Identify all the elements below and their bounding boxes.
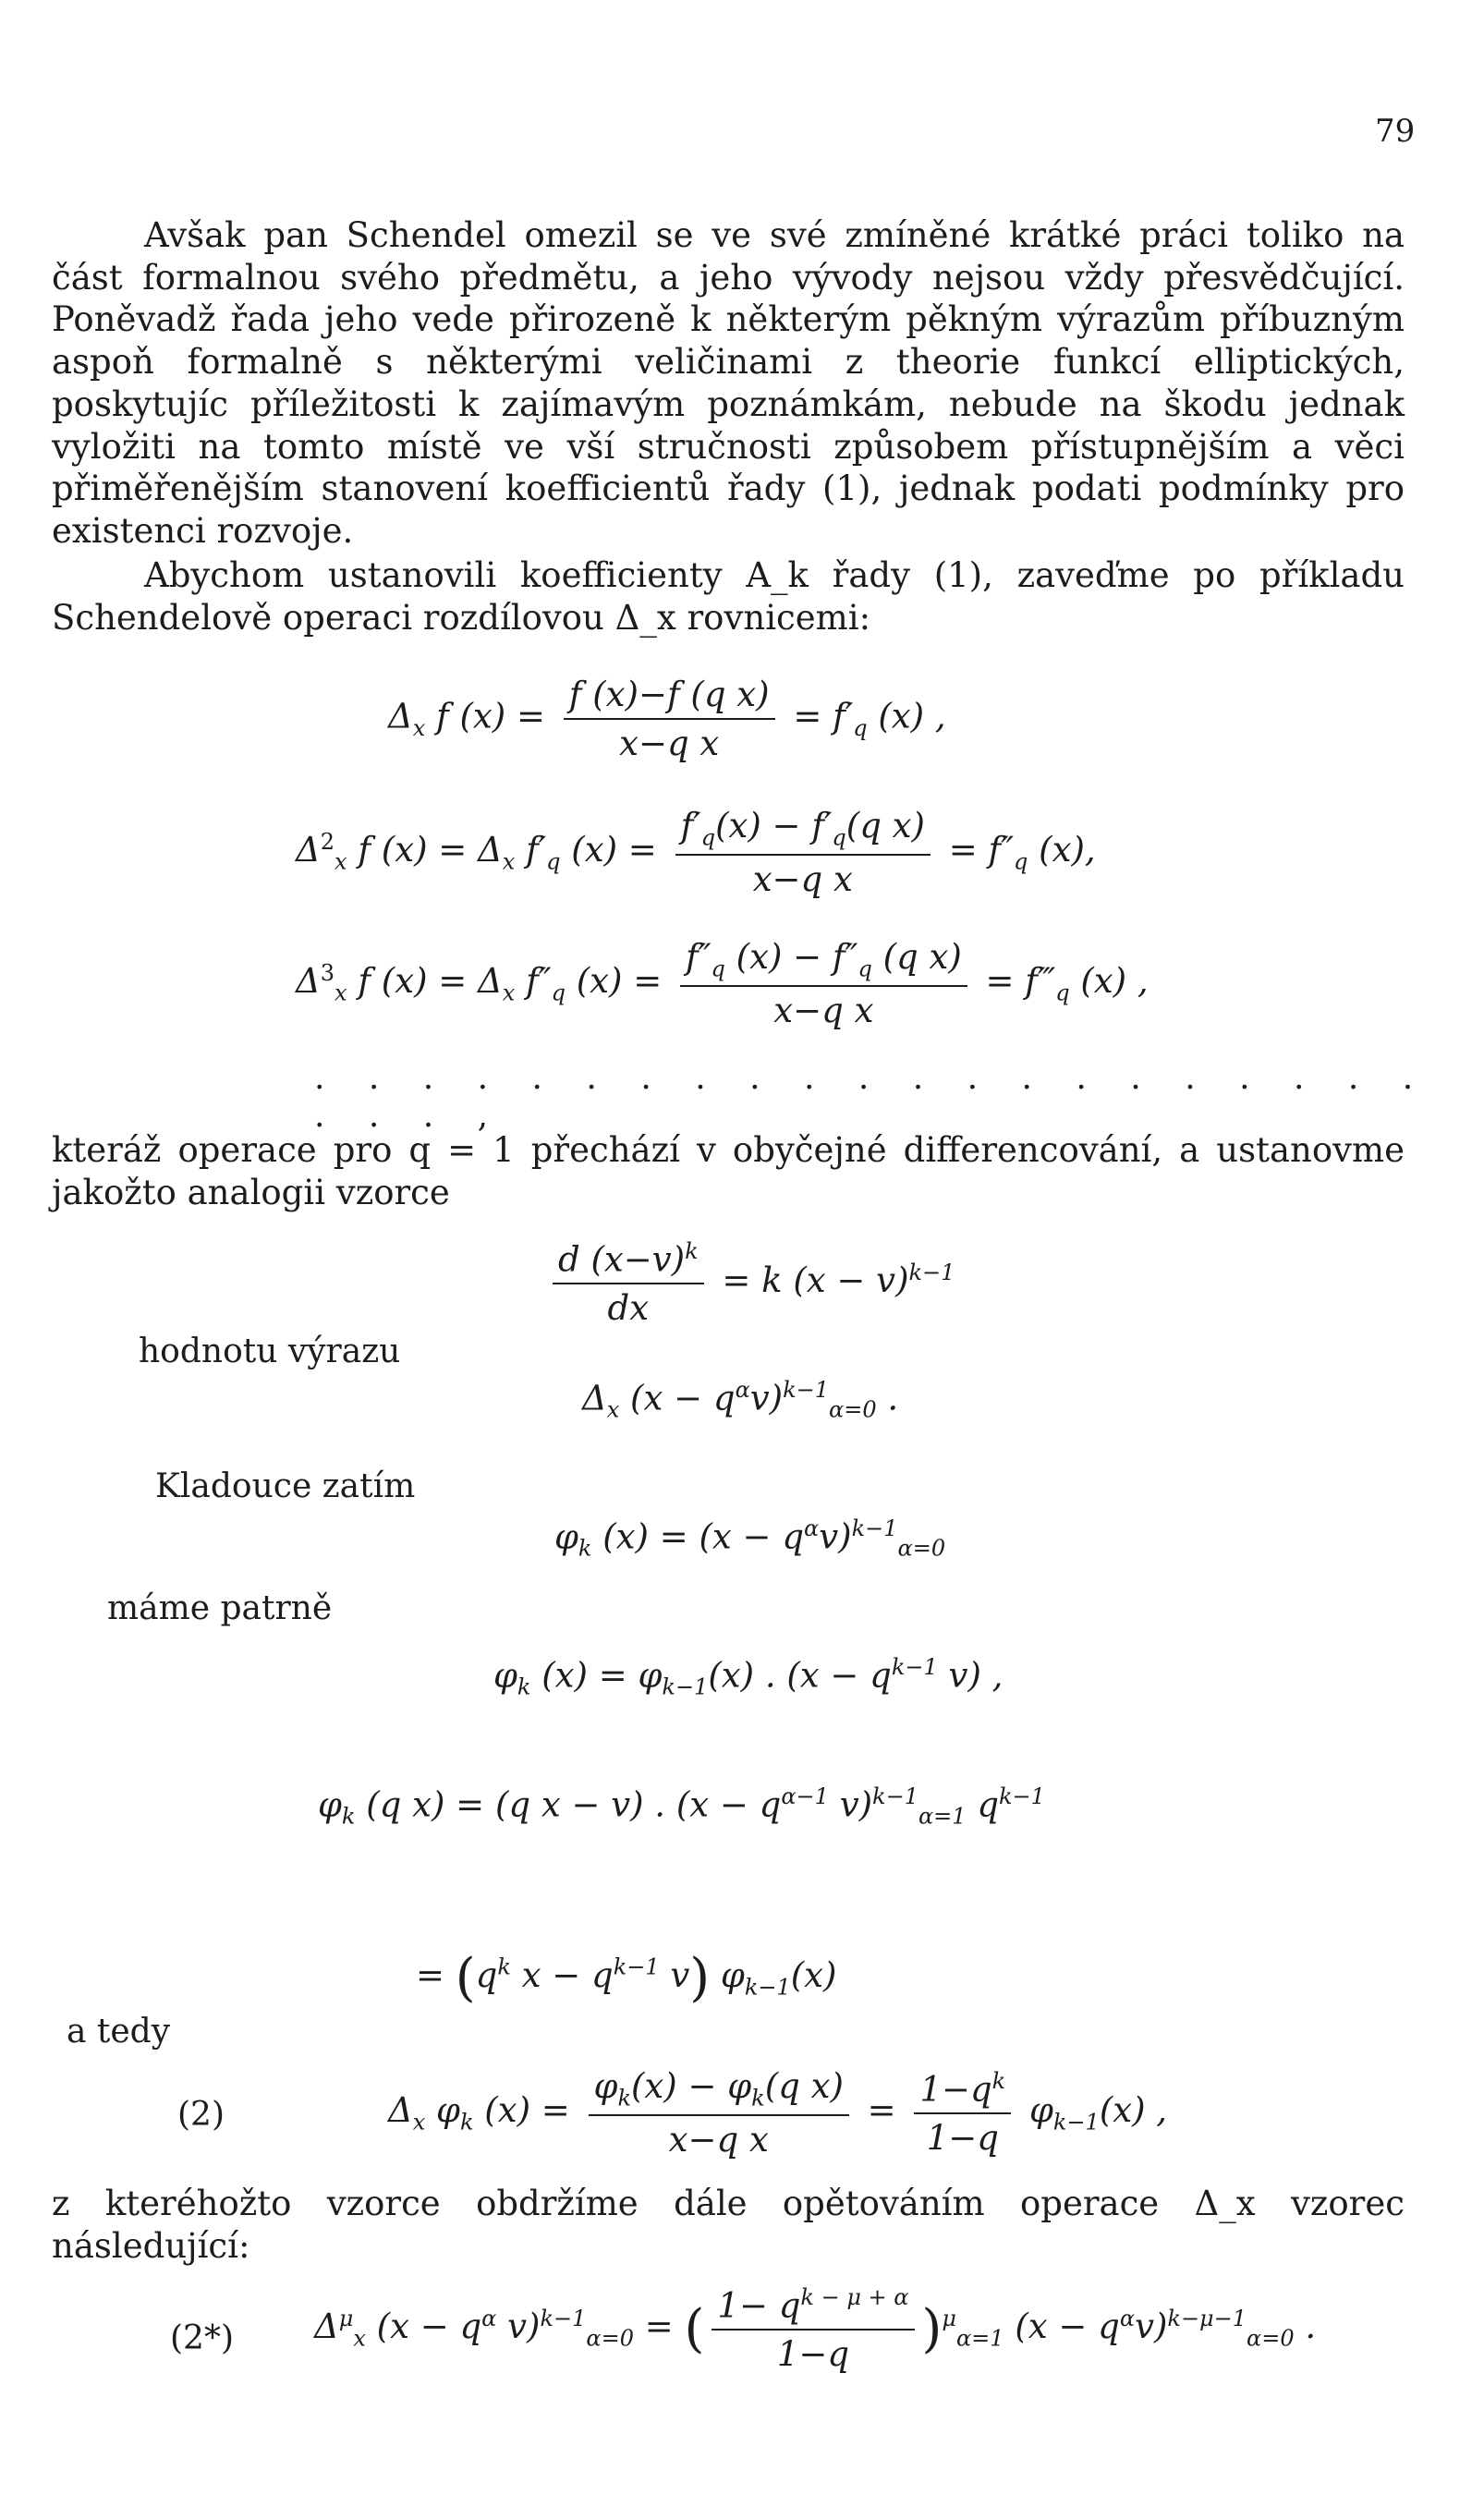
equation-2-tag: (2) — [177, 2096, 225, 2134]
equation-delta-3: $\Delta^3_x$ f $(x) = \Delta_x$ $f''_q$ (x) = $\frac{f''_q (x) - f''_q (q x)}{\text{x−q x}}$ = $f‴_q$ (x) , — [296, 937, 1149, 1031]
equation-phi-def: $\varphi_k$ $(x) = (x - q^\alpha v)^{k-1}_{\alpha=0}$ — [554, 1515, 946, 1562]
equation-expression: $\Delta_x$ $(x - q^\alpha v)^{k-1}_{\alpha=0}$ . — [582, 1377, 899, 1423]
label-kladouce: Kladouce zatím — [155, 1467, 416, 1505]
equation-delta-2: $\Delta^2_x$ f $(x) = \Delta_x$ $f'_q$ (x) = $\frac{f'_q(x) - f'_q(q x)}{\text{x−q x}}$ = $f''_q$ (x), — [296, 806, 1096, 900]
paragraph-2 — [52, 554, 1405, 639]
continuation-dots: . . . . . . . . . . . . . . . . . . . . . . . . , — [314, 1059, 1430, 1135]
label-hodnotu: hodnotu výrazu — [139, 1333, 401, 1370]
page-number: 79 — [1375, 113, 1416, 150]
equation-phi-x: $\varphi_k$ $(x) = \varphi_{k-1}(x)$ . ($x - q^{k-1}$ v) , — [493, 1654, 1004, 1700]
label-atedy: a tedy — [67, 2013, 171, 2051]
equation-2: $\Delta_x$ $\varphi_k$ (x) = $\frac{\varphi_k(x) - \varphi_k(q x)}{\text{x−q x}}$ = $\frac{1-q^k}{1-q}$ $\varphi_{k-1}(x)$ , — [388, 2066, 1168, 2160]
label-mame: máme patrně — [107, 1589, 333, 1627]
paragraph-1 — [52, 214, 1405, 553]
equation-derivative: $\frac{d (x-v)^k}{dx}$ = k $(x - v)^{k-1}$ — [545, 1238, 955, 1328]
paragraph-4 — [52, 2183, 1405, 2267]
equation-phi-qx: $\varphi_k$ (q x) = (q x − v) . ($x - q^{\alpha-1}$ v)$^{k-1}_{\alpha=1}$ $q^{k-1}$ — [318, 1783, 1045, 1830]
paragraph-2-text: Abychom ustanovili koefficienty A_k řady (1), zaveďme po příkladu Schendelově operaci rozdílovou Δ_x rovnicemi: — [52, 555, 1405, 638]
equation-2star-tag: (2*) — [170, 2319, 234, 2357]
paragraph-3 — [52, 1129, 1405, 1213]
equation-phi-qx-cont: = ($q^k$ $x - q^{k-1}$ v) $\varphi_{k-1}(x)$ — [416, 1948, 837, 2008]
equation-delta-1: $\Delta_x$ f (x) = $\frac{\text{f (x)−f (q x)}}{\text{x−q x}}$ = $f'_q$ (x) , — [388, 675, 946, 763]
paragraph-1-text: Avšak pan Schendel omezil se ve své zmíněné krátké práci toliko na část formalnou svého předmětu, a jeho vývody nejsou vždy přesvědčující. Poněvadž řada jeho vede přirozeně k některým pěkným výrazům příbuzným aspoň formalně s některými veličinami z theorie funkcí elliptických, poskytujíc příležitosti k zajímavým poznámkám, nebude na škodu jednak vyložiti na tomto místě ve vší stručnosti způsobem přístupnějším a věci přiměřenějším stanovení koefficientů řady (1), jednak podati podmínky pro existenci rozvoje. — [52, 215, 1405, 551]
paragraph-4-text: z kteréhožto vzorce obdržíme dále opětováním operace Δ_x vzorec následující: — [52, 2184, 1405, 2266]
paragraph-3-text: kteráž operace pro q = 1 přechází v obyčejné differencování, a ustanovme jakožto analogii vzorce — [52, 1130, 1405, 1212]
equation-2star: $\Delta^\mu_x$ ($x - q^\alpha$ v)$^{k-1}_{\alpha=0}$ = ( $\frac{1- q^{k - \mu + \alpha}}{1-q}$ )$^\mu_{\alpha=1}$ $(x - q^\alpha v)^{k-\mu-1}_{\alpha=0}$ . — [314, 2284, 1317, 2375]
